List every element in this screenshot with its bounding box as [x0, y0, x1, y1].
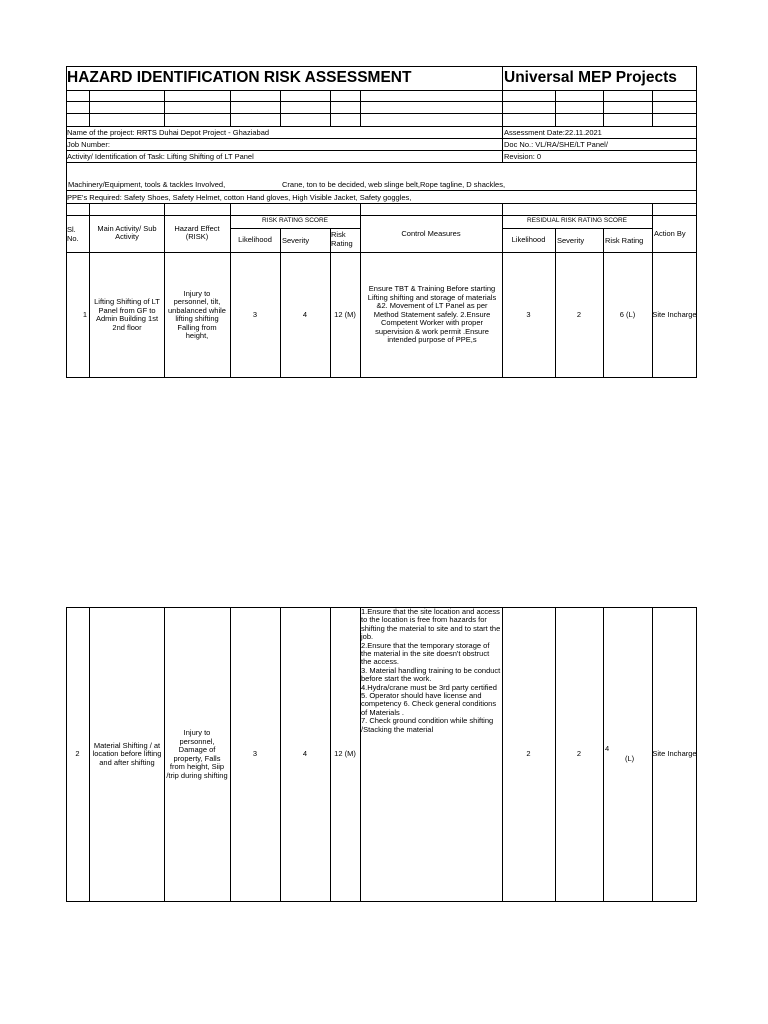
company-name: Universal MEP Projects: [504, 69, 677, 86]
row1-risk-rating: 12 (M): [334, 309, 356, 319]
row1-hazard: Injury to personnel, tilt, unbalanced while lifting shifting Falling from height,: [168, 288, 226, 340]
document-title: HAZARD IDENTIFICATION RISK ASSESSMENT: [67, 69, 412, 86]
row2-risk-rating: 12 (M): [334, 749, 356, 759]
col-residual-risk-rating-score: RESIDUAL RISK RATING SCORE: [526, 217, 628, 225]
row1-residual-likelihood: 3: [526, 309, 531, 319]
row2-hazard: Injury to personnel, Damage of property, Falls from height, Siip /trip during shifting: [166, 728, 228, 780]
row2-residual-risk-number: 4: [605, 744, 610, 753]
row2-sl: 2: [75, 749, 80, 759]
machinery-label: Machinery/Equipment, tools & tackles Involved,: [68, 180, 226, 189]
row2-residual-risk-level: (L): [625, 754, 635, 763]
col-main-activity: Main Activity/ Sub Activity: [97, 223, 157, 241]
row2-activity: Material Shifting / at location before lifting and after shifting: [92, 740, 162, 767]
row2-likelihood: 3: [252, 749, 258, 759]
col-action-by: Action By: [654, 229, 686, 238]
col-sl-no: Sl. No.: [67, 225, 79, 243]
row2-residual-likelihood: 2: [526, 749, 531, 759]
col-residual-risk-rating: Risk Rating: [605, 236, 644, 245]
doc-number: Doc No.: VL/RA/SHE/LT Panel/: [504, 140, 608, 149]
machinery-value: Crane, ton to be decided, web slinge belt,Rope tagline, D shackles,: [282, 180, 506, 189]
row2-residual-severity: 2: [576, 749, 582, 759]
col-likelihood: Likelihood: [238, 234, 272, 244]
row2-severity: 4: [302, 749, 308, 759]
col-residual-severity: Severity: [557, 236, 585, 245]
row1-activity: Lifting Shifting of LT Panel from GF to Admin Building 1st 2nd floor: [94, 297, 160, 332]
col-residual-likelihood: Likelihood: [511, 234, 546, 244]
row1-control-measures: Ensure TBT & Training Before starting Lifting shifting and storage of materials &2. Movement of LT Panel as per Method Statement safely. 2.Ensure Competent Worker with proper supervision & work permit .Ensure intended purpose of PPE,s: [367, 284, 497, 345]
row1-sl: 1: [82, 309, 87, 319]
row1-residual-risk-rating: 6 (L): [619, 309, 636, 319]
row1-residual-severity: 2: [576, 309, 582, 319]
col-hazard-effect: Hazard Effect (RISK): [174, 223, 220, 241]
assessment-date: Assessment Date:22.11.2021: [504, 128, 602, 137]
job-number: Job Number:: [67, 140, 110, 149]
row2-action-by: Site Incharge: [652, 749, 697, 759]
row1-severity: 4: [302, 309, 308, 319]
col-control-measures: Control Measures: [401, 228, 461, 238]
activity-task: Activity/ Identification of Task: Lifting Shifting of LT Panel: [67, 152, 254, 161]
project-name: Name of the project: RRTS Duhai Depot Project - Ghaziabad: [67, 128, 270, 137]
revision: Revision: 0: [504, 152, 542, 161]
row1-action-by: Site Incharge: [652, 309, 697, 319]
col-risk-rating: Risk Rating: [331, 230, 353, 248]
col-severity: Severity: [282, 236, 310, 245]
ppe-required: PPE's Required: Safety Shoes, Safety Helmet, cotton Hand gloves, High Visible Jacket, Safety goggles,: [67, 193, 412, 202]
row1-likelihood: 3: [252, 309, 258, 319]
row2-control-measures: 1.Ensure that the site location and access to the location is free from hazards for shifting the material to site and to start the job. 2.Ensure that the temporary storage of the material in the site doesn't obstruct the access. 3. Material handling training to be conduct before start the work. 4.Hydra/crane must be 3rd party certified 5. Operator should have license and competency 6. Check general conditions of Materials . 7. Check ground condition while shifting /Stacking the material: [361, 607, 501, 734]
col-risk-rating-score: RISK RATING SCORE: [262, 217, 328, 225]
